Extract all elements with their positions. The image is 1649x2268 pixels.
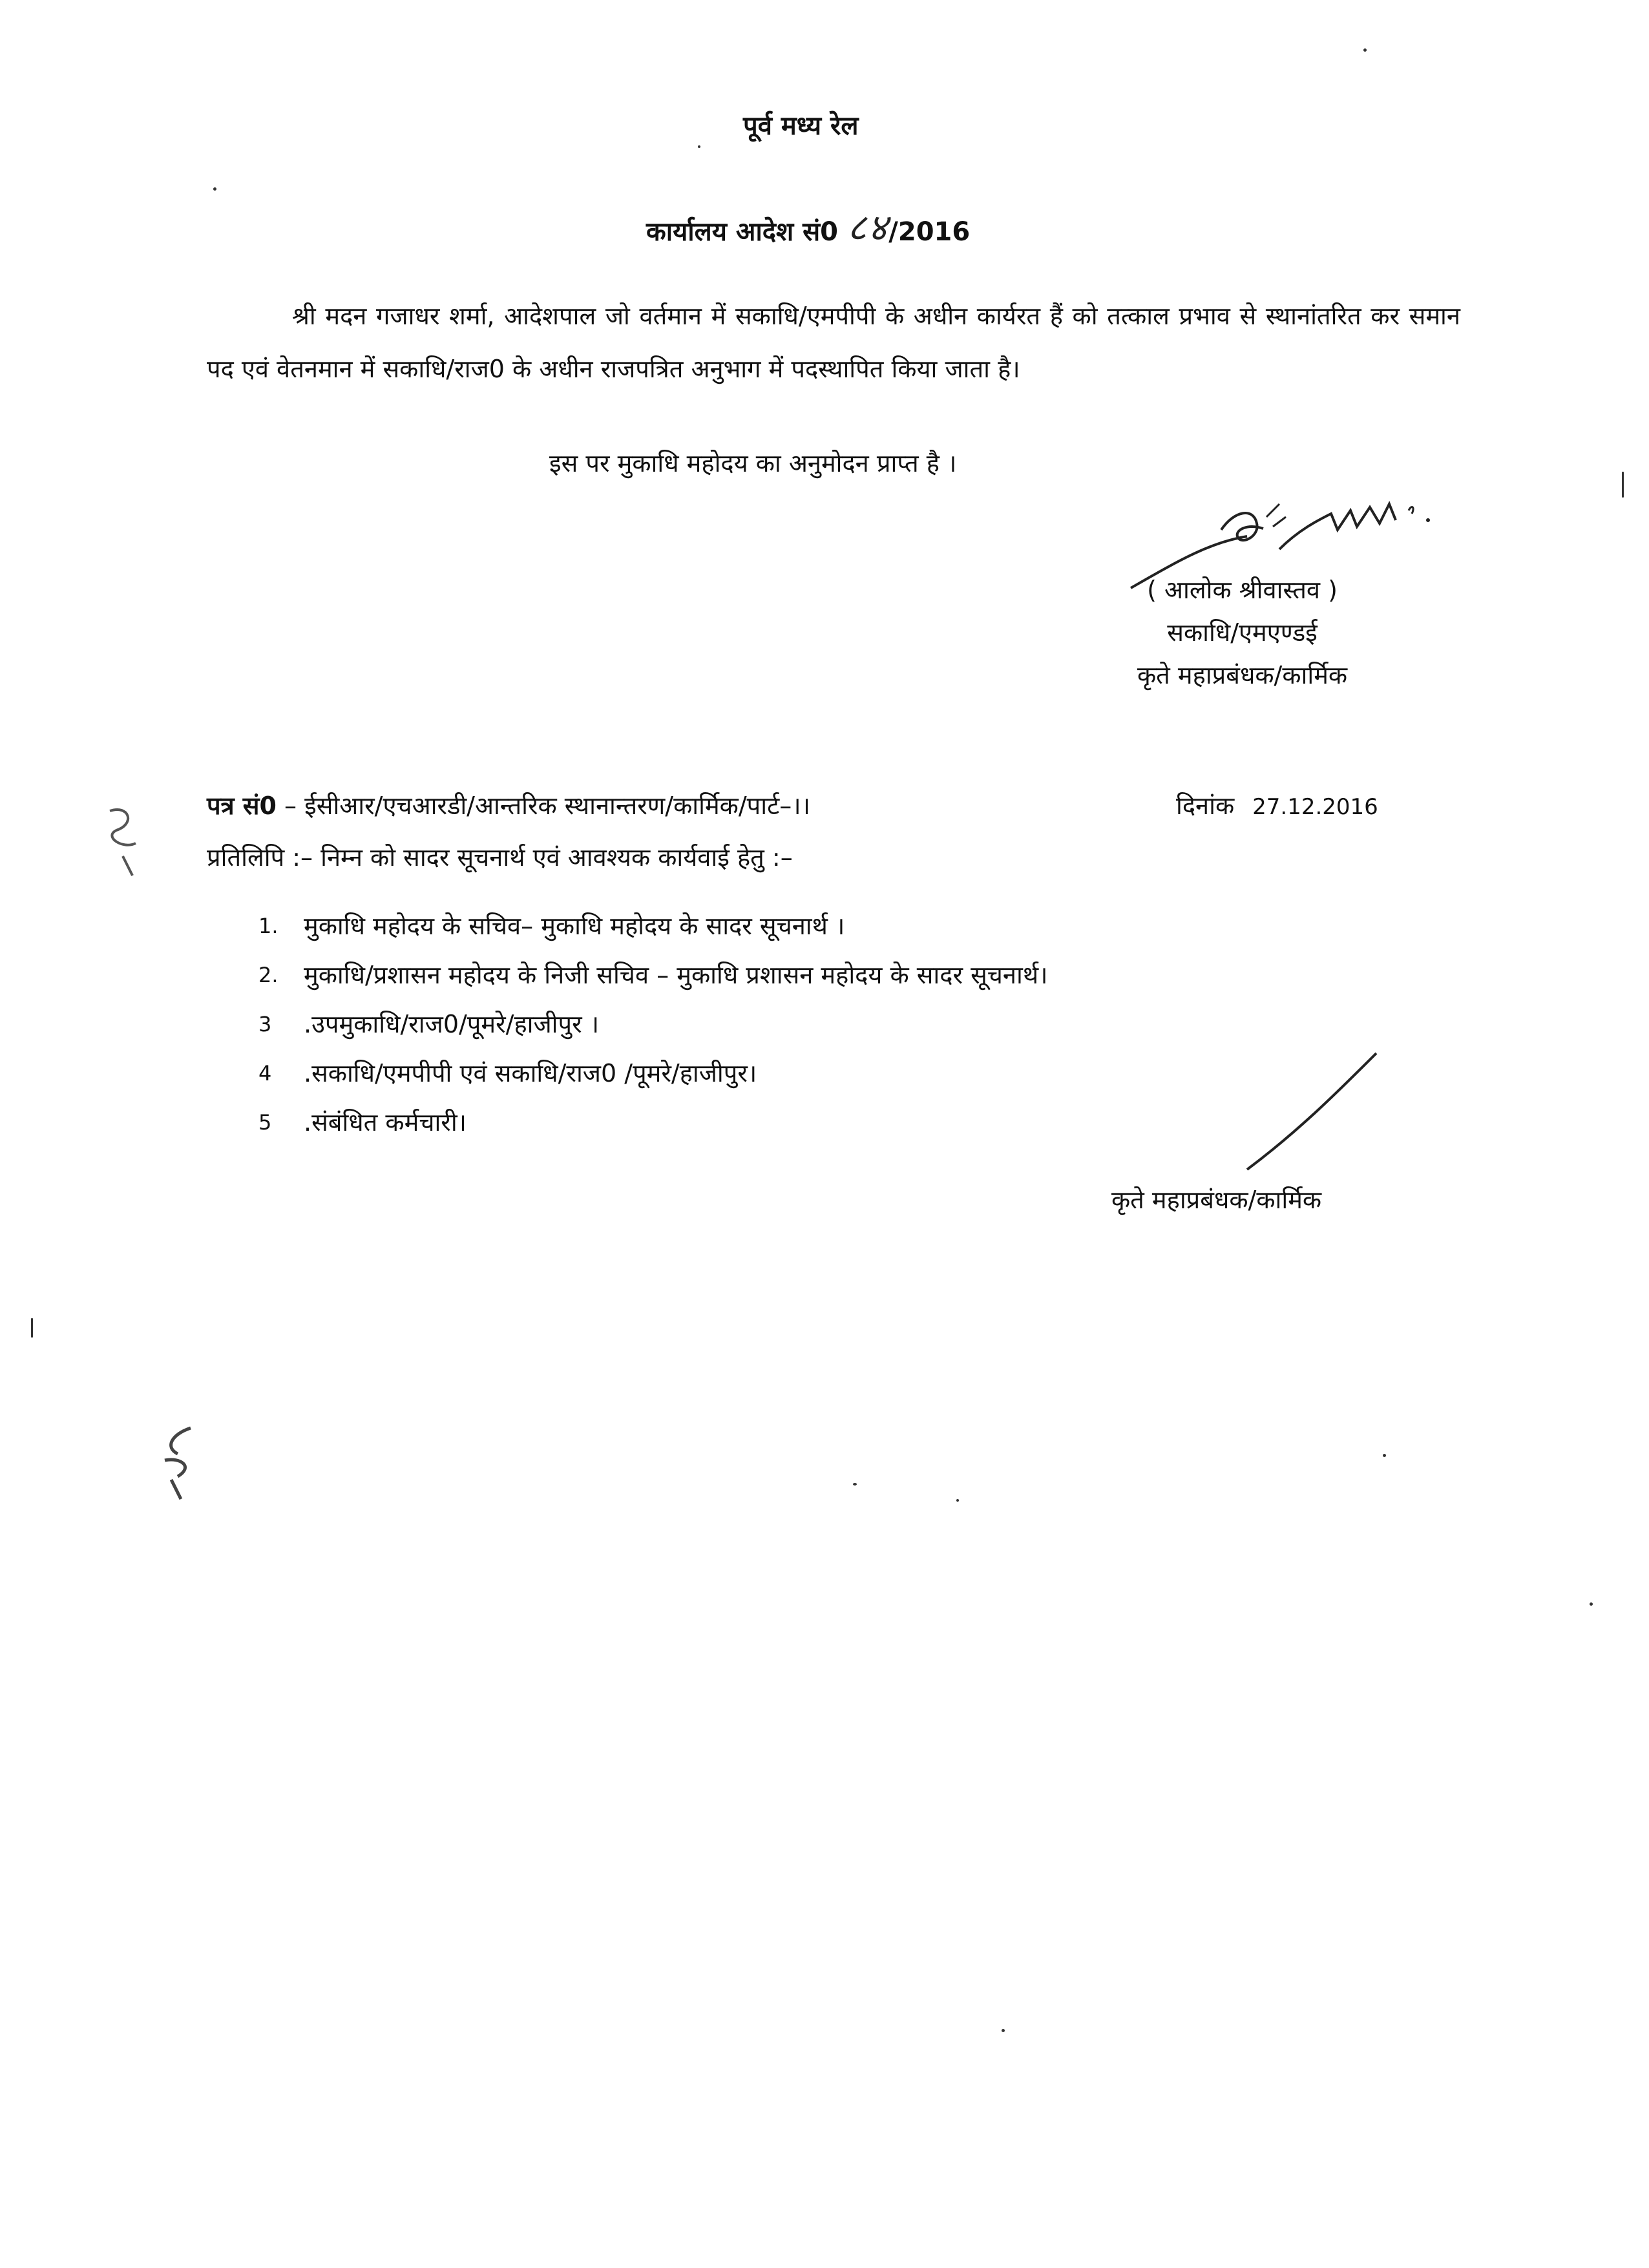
order-number-handwritten: ८४ (846, 205, 889, 249)
reference-text: – ईसीआर/एचआरडी/आन्तरिक स्थानान्तरण/कार्मिक/पार्ट–।। (284, 792, 811, 820)
approval-note: इस पर मुकाधि महोदय का अनुमोदन प्राप्त है । (549, 449, 957, 478)
scan-speck (31, 1318, 33, 1338)
letter-reference (207, 788, 810, 822)
list-item: 4 .सकाधि/एमपीपी एवं सकाधि/राज0 /पूमरे/हाजीपुर। (258, 1059, 757, 1087)
scan-speck (698, 145, 700, 148)
scan-speck (1002, 2029, 1005, 2032)
letter-date (1176, 788, 1378, 822)
handwritten-initial-stroke (1228, 1047, 1383, 1176)
document-title: पूर्व मध्य रेल (743, 111, 859, 141)
office-order-number (646, 200, 970, 251)
list-item: 3 .उपमुकाधि/राज0/पूमरे/हाजीपुर । (258, 1010, 600, 1038)
list-item: 5 .संबंधित कर्मचारी। (258, 1108, 467, 1137)
copy-to-intro: प्रतिलिपि :– निम्न को सादर सूचनार्थ एवं आवश्यक कार्यवाई हेतु :– (207, 843, 793, 872)
footer-on-behalf: कृते महाप्रबंधक/कार्मिक (1111, 1186, 1322, 1214)
reference-label: पत्र सं0 (207, 792, 277, 820)
scan-speck (1383, 1454, 1386, 1457)
scan-mark (97, 798, 155, 882)
order-prefix: कार्यालय आदेश सं0 (646, 217, 839, 247)
order-year: /2016 (888, 217, 971, 247)
signatory-designation: सकाधि/एमएण्डई (1167, 618, 1318, 647)
scan-speck (1363, 48, 1367, 52)
copy-to-list (258, 901, 1048, 1147)
scan-speck (853, 1483, 857, 1486)
scan-speck (1622, 472, 1624, 498)
list-item: 1. मुकाधि महोदय के सचिव– मुकाधि महोदय के सादर सूचनार्थ । (258, 912, 845, 940)
scan-mark (152, 1422, 210, 1506)
scan-speck (1590, 1602, 1593, 1606)
list-item: 2. मुकाधि/प्रशासन महोदय के निजी सचिव – मुकाधि प्रशासन महोदय के सादर सूचनार्थ। (258, 961, 1048, 989)
date-label: दिनांक (1176, 792, 1235, 820)
date-value: 27.12.2016 (1252, 794, 1378, 820)
signatory-block (1137, 569, 1347, 697)
signatory-name: ( आलोक श्रीवास्तव ) (1147, 576, 1338, 604)
order-body-text: श्री मदन गजाधर शर्मा, आदेशपाल जो वर्तमान में सकाधि/एमपीपी के अधीन कार्यरत हैं को तत्काल प्रभाव से स्थानांतरित कर समान पद एवं वेतनमान में सकाधि/राज0 के अधीन राजपत्रित अनुभाग में पदस्थापित किया जाता है। (207, 302, 1460, 383)
order-body-paragraph (207, 289, 1460, 395)
signatory-on-behalf: कृते महाप्रबंधक/कार्मिक (1137, 661, 1348, 689)
scan-speck (213, 187, 216, 191)
scan-speck (956, 1499, 959, 1502)
